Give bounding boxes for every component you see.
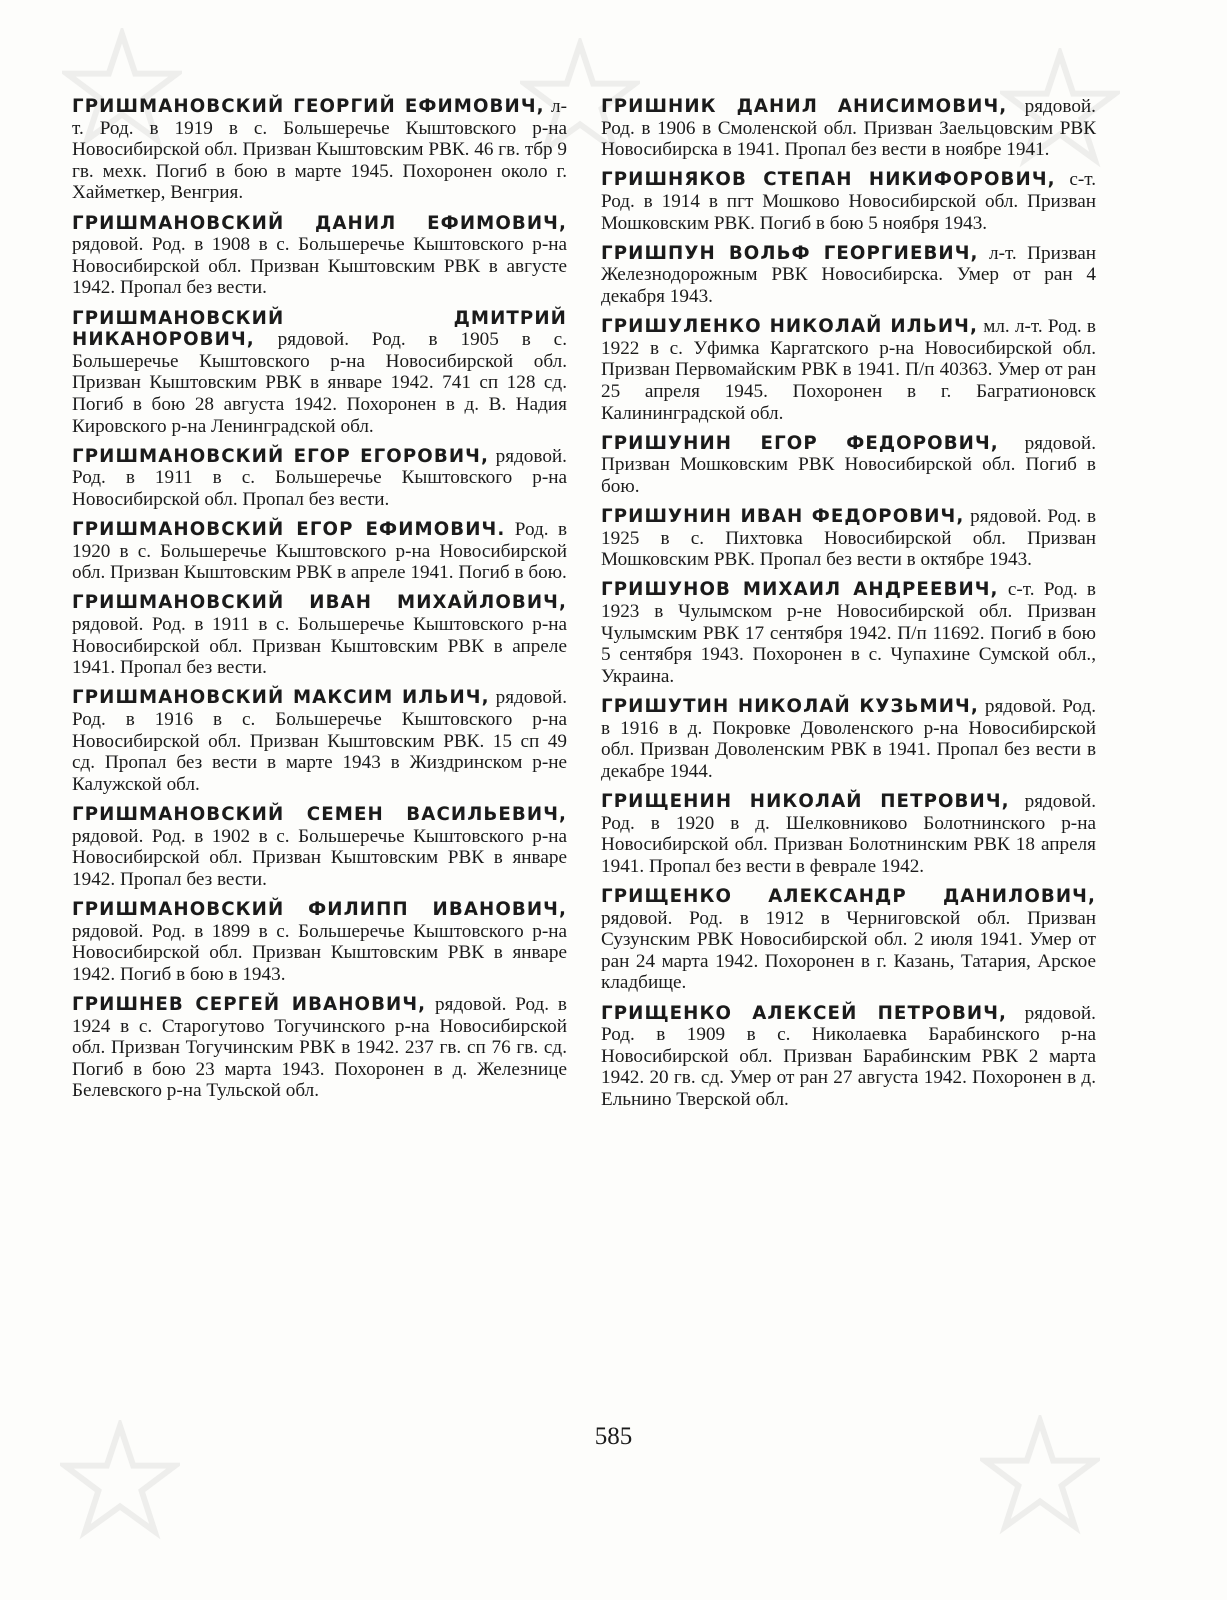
entry-text: рядовой. Род. в 1899 в с. Большеречье Кыштовского р-на Новосибирской обл. Призван Кыштовским РВК в январе 1942. Погиб в бою в 1943. — [72, 920, 567, 985]
entry — [601, 579, 1096, 687]
page-number: 585 — [594, 1423, 633, 1450]
entry — [601, 696, 1096, 782]
entry-text: рядовой. Род. в 1920 в д. Шелковниково Болотнинского р-на Новосибирской обл. Призван Болотнинским РВК 18 апреля 1941. Пропал без вести в феврале 1942. — [601, 790, 1096, 877]
entry — [601, 791, 1096, 877]
entry — [601, 886, 1096, 994]
entry — [72, 519, 567, 584]
entry-name: ГРИШУЛЕНКО НИКОЛАЙ ИЛЬИЧ, — [601, 316, 978, 338]
left-column — [72, 96, 567, 1110]
entry-text: рядовой. Род. в 1905 в с. Большеречье Кыштовского р-на Новосибирской обл. Призван Кыштовским РВК в январе 1942. 741 сп 128 сд. Погиб в бою 28 августа 1942. Похоронен в д. В. Надия Кировского р-на Ленинградской обл. — [72, 329, 567, 437]
entry-text: рядовой. Род. в 1925 в с. Пихтовка Новосибирской обл. Призван Мошковским РВК. Пропал без вести в октябре 1943. — [601, 506, 1097, 571]
entry-text: рядовой. Род. в 1916 в с. Большеречье Кыштовского р-на Новосибирской обл. Призван Кыштовским РВК. 15 сп 49 сд. Пропал без вести в марте 1943 в Жиздринском р-не Калужской обл. — [72, 687, 567, 795]
entry — [601, 433, 1096, 498]
entry-name: ГРИШМАНОВСКИЙ СЕМЕН ВАСИЛЬЕВИЧ, — [72, 803, 567, 825]
entry-name: ГРИШНЕВ СЕРГЕЙ ИВАНОВИЧ, — [72, 993, 427, 1015]
entry — [72, 308, 567, 438]
entry — [601, 316, 1096, 424]
entry-text: с-т. Род. в 1923 в Чулымском р-не Новосибирской обл. Призван Чулымским РВК 17 сентября 1942. П/п 11692. Погиб в бою 5 сентября 1943. Похоронен в с. Чупахине Сумской обл., Украина. — [601, 579, 1096, 687]
entry-name: ГРИЩЕНКО АЛЕКСАНДР ДАНИЛОВИЧ, — [601, 885, 1096, 907]
entry-name: ГРИШНЯКОВ СТЕПАН НИКИФОРОВИЧ, — [601, 169, 1056, 191]
entry-name: ГРИЩЕНИН НИКОЛАЙ ПЕТРОВИЧ, — [601, 790, 1010, 812]
entry-text: рядовой. Призван Мошковским РВК Новосибирской обл. Погиб в бою. — [601, 432, 1096, 497]
entry-text: рядовой. Род. в 1906 в Смоленской обл. Призван Заельцовским РВК Новосибирска в 1941. Пропал без вести в ноябре 1941. — [601, 96, 1096, 161]
entry-text: мл. л-т. Род. в 1922 в с. Уфимка Каргатского р-на Новосибирской обл. Призван Первомайским РВК в 1941. П/п 40363. Умер от ран 25 апреля 1945. Похоронен в г. Багратионовск Калининградской обл. — [601, 316, 1096, 424]
entry-text: рядовой. Род. в 1909 в с. Николаевка Барабинского р-на Новосибирской обл. Призван Барабинским РВК 2 марта 1942. 20 гв. сд. Умер от ран 27 августа 1942. Похоронен в д. Ельнино Тверской обл. — [601, 1002, 1096, 1110]
entry-name: ГРИШУНИН ИВАН ФЕДОРОВИЧ, — [601, 506, 965, 528]
entry-name: ГРИШМАНОВСКИЙ ДМИТРИЙ НИКАНОРОВИЧ, — [72, 307, 567, 351]
entry-name: ГРИШУНИН ЕГОР ФЕДОРОВИЧ, — [601, 432, 999, 454]
entry-text: л-т. Призван Железнодорожным РВК Новосибирска. Умер от ран 4 декабря 1943. — [601, 242, 1097, 307]
entry-text: рядовой. Род. в 1911 в с. Большеречье Кыштовского р-на Новосибирской обл. Призван Кыштовским РВК в апреле 1941. Пропал без вести. — [72, 614, 567, 679]
entry — [72, 899, 567, 985]
entry-text: рядовой. Род. в 1902 в с. Большеречье Кыштовского р-на Новосибирской обл. Призван Кыштовским РВК в январе 1942. Пропал без вести. — [72, 825, 567, 890]
entry-name: ГРИШУНОВ МИХАИЛ АНДРЕЕВИЧ, — [601, 579, 999, 601]
entry-name: ГРИШМАНОВСКИЙ МАКСИМ ИЛЬИЧ, — [72, 687, 490, 709]
entry — [72, 592, 567, 678]
entry-text: рядовой. Род. в 1916 в д. Покровке Доволенского р-на Новосибирской обл. Призван Доволенским РВК в 1941. Пропал без вести в декабре 1944. — [601, 696, 1097, 782]
entry-text: рядовой. Род. в 1912 в Черниговской обл. Призван Сузунским РВК Новосибирской обл. 2 июля 1941. Умер от ран 24 марта 1942. Похоронен в г. Казань, Татария, Арское кладбище. — [601, 907, 1096, 994]
entry-name: ГРИШМАНОВСКИЙ ЕГОР ЕФИМОВИЧ. — [72, 519, 506, 541]
entry-name: ГРИШМАНОВСКИЙ ИВАН МИХАЙЛОВИЧ, — [72, 592, 567, 614]
entry — [601, 169, 1096, 234]
entry — [601, 243, 1096, 308]
entry-text: л-т. Род. в 1919 в с. Большеречье Кыштовского р-на Новосибирской обл. Призван Кыштовским РВК. 46 гв. тбр 9 гв. мехк. Погиб в бою в марте 1945. Похоронен около г. Хайметкер, Венгрия. — [72, 96, 567, 204]
entry-name: ГРИШМАНОВСКИЙ ЕГОР ЕГОРОВИЧ, — [72, 445, 489, 467]
right-column — [601, 96, 1096, 1119]
entry — [72, 96, 567, 204]
entry — [601, 1003, 1096, 1111]
entry-text: рядовой. Род. в 1924 в с. Старогутово Тогучинского р-на Новосибирской обл. Призван Тогучинским РВК в 1942. 237 гв. сп 76 гв. сд. Погиб в бою 23 марта 1943. Похоронен в д. Железнице Белевского р-на Тульской обл. — [72, 993, 567, 1102]
entry — [72, 446, 567, 511]
entry-name: ГРИШНИК ДАНИЛ АНИСИМОВИЧ, — [601, 96, 1008, 117]
entry — [72, 994, 567, 1102]
entry-text: рядовой. Род. в 1908 в с. Большеречье Кыштовского р-на Новосибирской обл. Призван Кыштовским РВК в августе 1942. Пропал без вести. — [72, 234, 567, 299]
entry-name: ГРИШПУН ВОЛЬФ ГЕОРГИЕВИЧ, — [601, 242, 979, 264]
entry-text: с-т. Род. в 1914 в пгт Мошково Новосибирской обл. Призван Мошковским РВК. Погиб в бою 5 ноября 1943. — [601, 169, 1096, 234]
entry-name: ГРИШМАНОВСКИЙ ДАНИЛ ЕФИМОВИЧ, — [72, 212, 567, 234]
entry-name: ГРИШМАНОВСКИЙ ГЕОРГИЙ ЕФИМОВИЧ, — [72, 96, 545, 117]
entry — [72, 687, 567, 795]
entry-name: ГРИШМАНОВСКИЙ ФИЛИПП ИВАНОВИЧ, — [72, 898, 567, 920]
entry-text: рядовой. Род. в 1911 в с. Большеречье Кыштовского р-на Новосибирской обл. Пропал без вести. — [72, 445, 567, 510]
entry-name: ГРИШУТИН НИКОЛАЙ КУЗЬМИЧ, — [601, 696, 979, 717]
entry — [601, 506, 1096, 571]
entry — [72, 213, 567, 299]
entry — [72, 804, 567, 890]
entry — [601, 96, 1096, 161]
entry-name: ГРИЩЕНКО АЛЕКСЕЙ ПЕТРОВИЧ, — [601, 1002, 1008, 1024]
entry-text: Род. в 1920 в с. Большеречье Кыштовского р-на Новосибирской обл. Призван Кыштовским РВК в апреле 1941. Погиб в бою. — [72, 519, 568, 584]
